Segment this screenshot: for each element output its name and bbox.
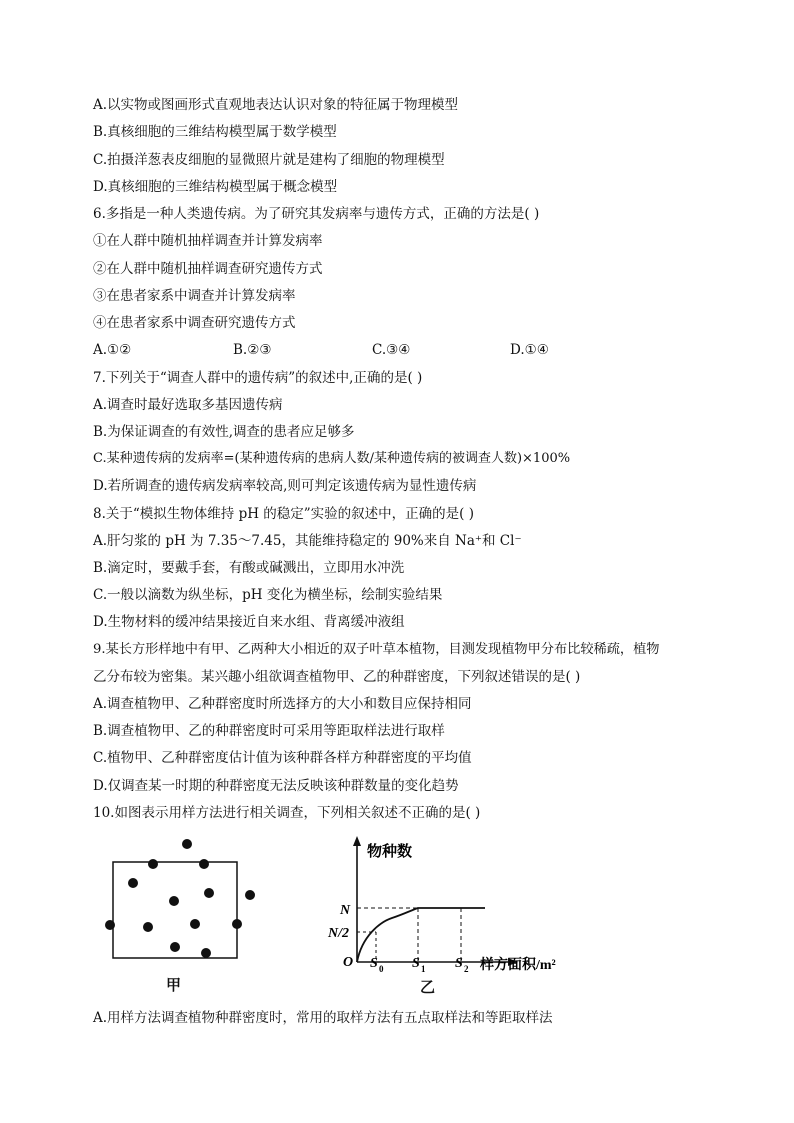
plant-dot <box>148 859 158 869</box>
plant-dot <box>201 948 211 958</box>
q6-option-a: A.①② <box>93 342 132 358</box>
q6-stem: 6.多指是一种人类遗传病。为了研究其发病率与遗传方式，正确的方法是( ) <box>93 206 540 222</box>
q9-option-a: A.调查植物甲、乙种群密度时所选择方的大小和数目应保持相同 <box>93 696 472 712</box>
y-axis-label: 物种数 <box>367 844 413 860</box>
q5-option-b: B.真核细胞的三维结构模型属于数学模型 <box>93 124 337 140</box>
origin-label: O <box>343 955 354 970</box>
plant-dot <box>128 878 138 888</box>
q6-item-3: ③在患者家系中调查并计算发病率 <box>93 288 296 304</box>
q9-stem-line-1: 9.某长方形样地中有甲、乙两种大小相近的双子叶草本植物，目测发现植物甲分布比较稀疏，植物 <box>93 642 660 657</box>
x-tick-s0 <box>370 956 384 974</box>
q6-item-2: ②在人群中随机抽样调查研究遗传方式 <box>93 261 323 277</box>
q10-stem: 10.如图表示用样方法进行相关调查，下列相关叙述不正确的是( ) <box>93 805 481 821</box>
q6-item-4: ④在患者家系中调查研究遗传方式 <box>93 315 296 331</box>
q6-option-c: C.③④ <box>372 342 411 358</box>
q7-stem: 7.下列关于“调查人群中的遗传病”的叙述中,正确的是( ) <box>93 370 423 386</box>
plant-dot <box>232 919 242 929</box>
q8-option-c: C.一般以滴数为纵坐标，pH 变化为横坐标，绘制实验结果 <box>93 587 443 603</box>
q6-option-b: B.②③ <box>233 342 272 358</box>
plant-dot <box>105 920 115 930</box>
figure-b-caption: 乙 <box>420 978 436 996</box>
q7-option-b: B.为保证调查的有效性,调查的患者应足够多 <box>93 424 355 440</box>
q9-option-c: C.植物甲、乙种群密度估计值为该种群各样方种群密度的平均值 <box>93 750 472 766</box>
plant-dot <box>169 896 179 906</box>
svg-text:0: 0 <box>379 964 384 974</box>
y-axis-arrow <box>353 836 361 846</box>
q5-option-d: D.真核细胞的三维结构模型属于概念模型 <box>93 179 338 195</box>
plant-dot <box>199 859 209 869</box>
svg-text:S: S <box>412 956 420 971</box>
q5-option-c: C.拍摄洋葱表皮细胞的显微照片就是建构了细胞的物理模型 <box>93 152 445 168</box>
q7-option-c: C.某种遗传病的发病率=(某种遗传病的患病人数/某种遗传病的被调查人数)×100% <box>93 451 571 466</box>
q6-option-d: D.①④ <box>510 342 549 358</box>
figure-species-area-chart <box>322 836 592 980</box>
q9-option-d: D.仅调查某一时期的种群密度无法反映该种群数量的变化趋势 <box>93 778 459 794</box>
x-axis-label: 样方面积/m² <box>480 958 556 973</box>
q8-option-b: B.滴定时，要戴手套，有酸或碱溅出，立即用水冲洗 <box>93 560 405 576</box>
plant-dot <box>182 839 192 849</box>
quadrat-diagram <box>96 832 266 962</box>
plant-dot <box>245 890 255 900</box>
q9-option-b: B.调查植物甲、乙的种群密度时可采用等距取样法进行取样 <box>93 723 445 739</box>
q9-stem-line-2: 乙分布较为密集。某兴趣小组欲调查植物甲、乙的种群密度，下列叙述错误的是( ) <box>93 669 581 685</box>
plant-dot <box>143 922 153 932</box>
figure-a-caption: 甲 <box>166 976 182 994</box>
plant-dot <box>170 942 180 952</box>
q7-option-d: D.若所调查的遗传病发病率较高,则可判定该遗传病为显性遗传病 <box>93 478 477 494</box>
q8-option-d: D.生物材料的缓冲结果接近自来水组、背离缓冲液组 <box>93 614 405 630</box>
svg-text:S: S <box>455 956 463 971</box>
q6-item-1: ①在人群中随机抽样调查并计算发病率 <box>93 233 323 249</box>
y-tick-n: N <box>340 903 351 918</box>
x-tick-s2 <box>455 956 469 974</box>
q8-option-a: A.肝匀浆的 pH 为 7.35～7.45，其能维持稳定的 90%来自 Na⁺和 Cl⁻ <box>93 533 522 549</box>
species-area-chart <box>322 836 592 976</box>
svg-text:S: S <box>370 956 378 971</box>
q7-option-a: A.调查时最好选取多基因遗传病 <box>93 397 283 413</box>
svg-text:2: 2 <box>464 964 469 974</box>
plant-dot <box>190 919 200 929</box>
x-tick-s1 <box>412 956 426 974</box>
y-tick-half-n: N/2 <box>328 926 349 941</box>
q10-option-a: A.用样方法调查植物种群密度时，常用的取样方法有五点取样法和等距取样法 <box>93 1010 553 1026</box>
plant-dot <box>204 888 214 898</box>
svg-text:1: 1 <box>421 964 426 974</box>
figure-quadrat <box>96 832 266 966</box>
q5-option-a: A.以实物或图画形式直观地表达认识对象的特征属于物理模型 <box>93 97 459 113</box>
q8-stem: 8.关于“模拟生物体维持 pH 的稳定”实验的叙述中，正确的是( ) <box>93 506 475 522</box>
